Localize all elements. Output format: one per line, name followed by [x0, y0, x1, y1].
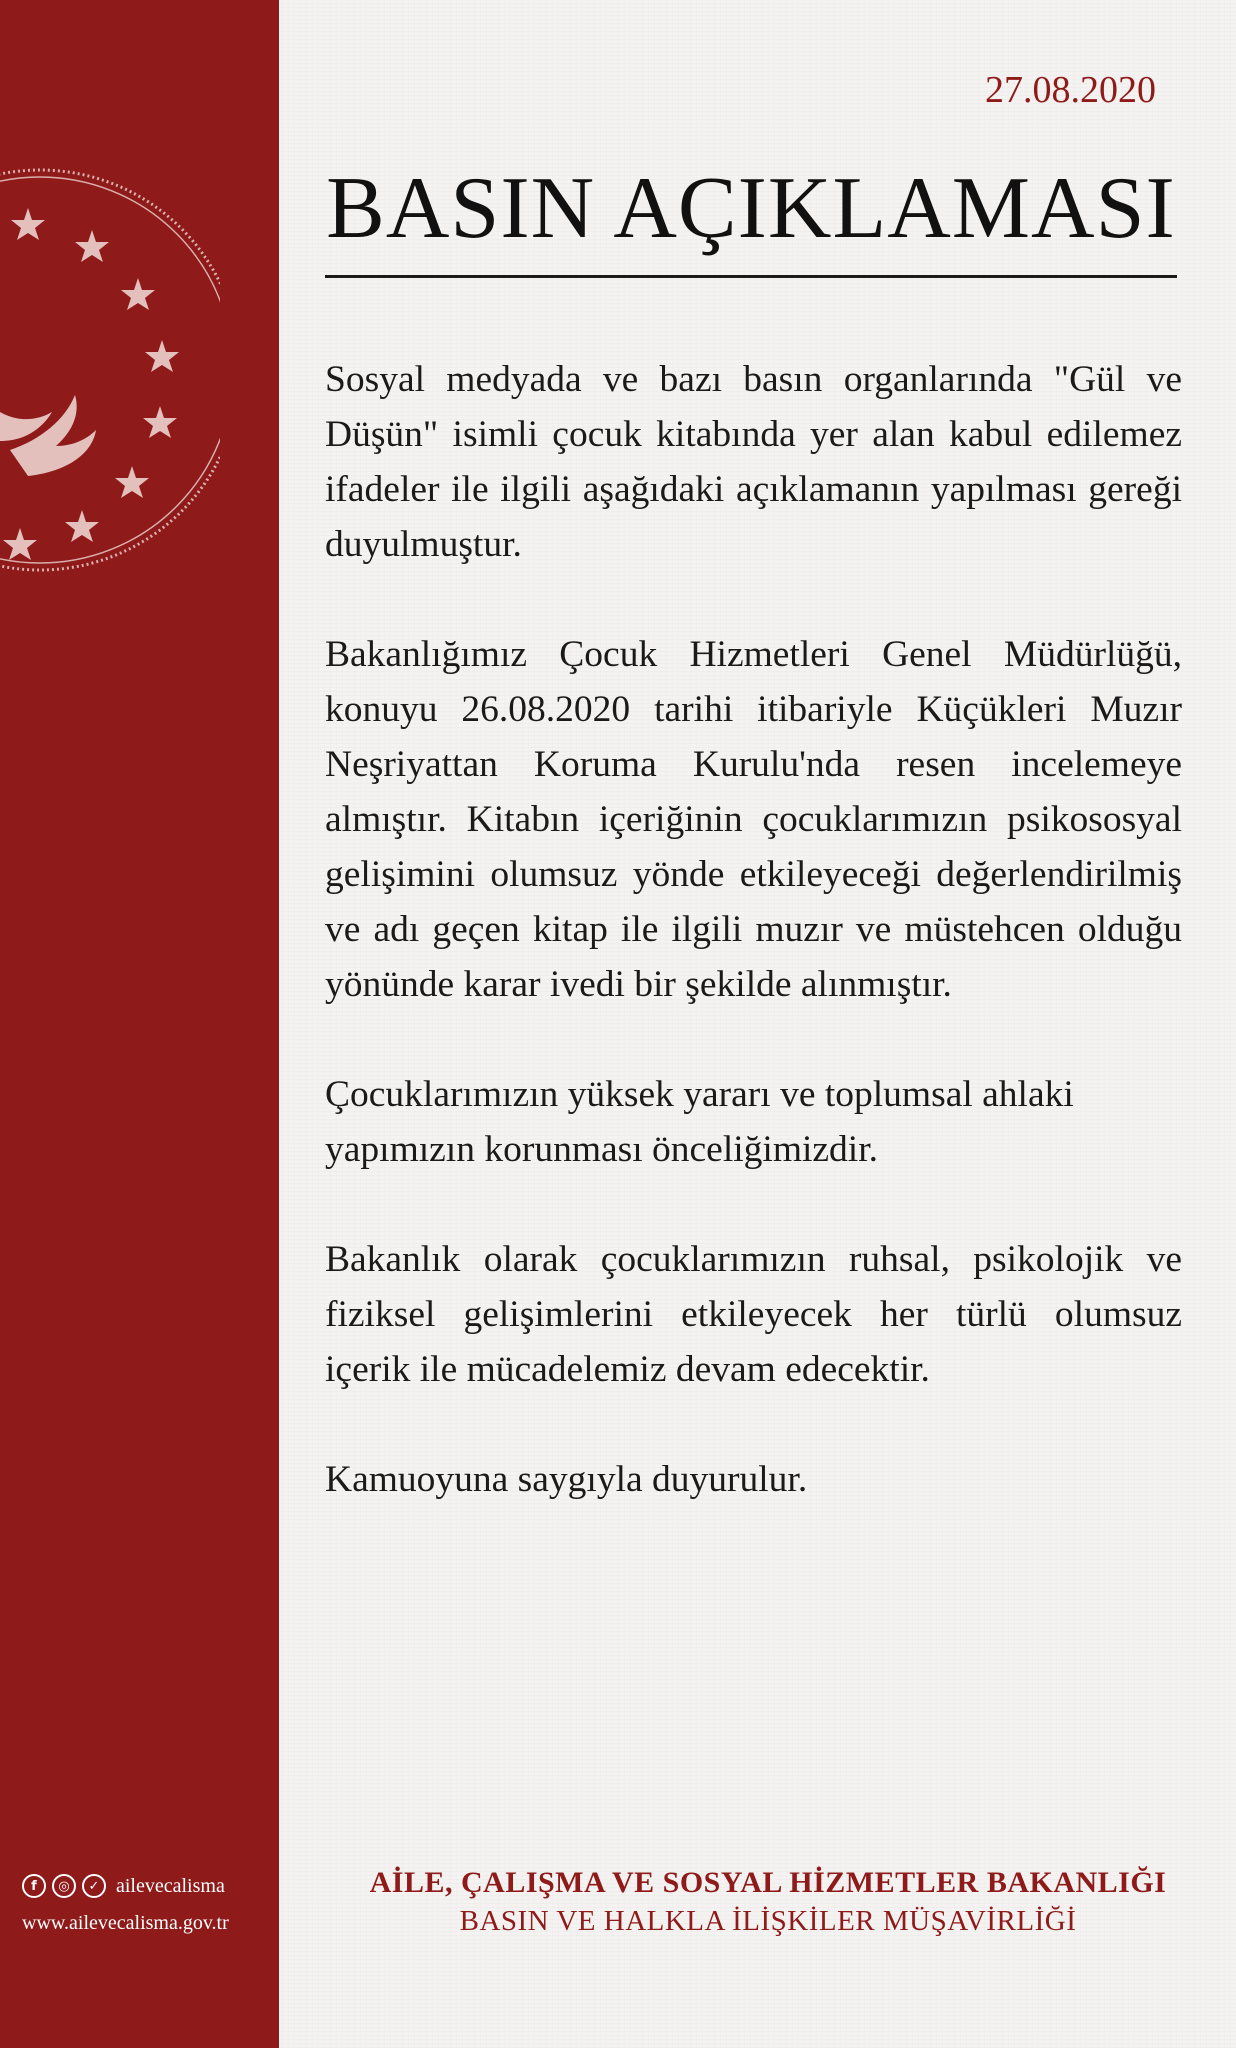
sidebar-band: [0, 0, 279, 2048]
paragraph-decision: Bakanlığımız Çocuk Hizmetleri Genel Müdürlüğü, konuyu 26.08.2020 tarihi itibariyle Küçükleri Muzır Neşriyattan Koruma Kurulu'nda resen incelemeye almıştır. Kitabın içeriğinin çocuklarımızın psikososyal gelişimini olumsuz yönde etkileyeceği değerlendirilmiş ve adı geçen kitap ile ilgili muzır ve müstehcen olduğu yönünde karar ivedi bir şekilde alınmıştır.: [325, 634, 1182, 1005]
social-links: [22, 1874, 225, 1898]
ministry-footer: [300, 1864, 1236, 1940]
title-divider: [325, 275, 1177, 278]
facebook-icon[interactable]: f: [22, 1874, 46, 1898]
ministry-name: AİLE, ÇALIŞMA VE SOSYAL HİZMETLER BAKANLIĞI: [369, 1866, 1167, 1899]
twitter-icon[interactable]: ✓: [82, 1874, 106, 1898]
paragraph-commitment: Bakanlık olarak çocuklarımızın ruhsal, psikolojik ve fiziksel gelişimlerini etkileyecek her türlü olumsuz içerik ile mücadelemiz devam edecektir.: [325, 1239, 1182, 1390]
ministry-emblem-icon: [0, 150, 220, 590]
paragraph-intro: Sosyal medyada ve bazı basın organlarında "Gül ve Düşün" isimli çocuk kitabında yer alan kabul edilemez ifadeler ile ilgili aşağıdaki açıklamanın yapılması gereği duyulmuştur.: [325, 359, 1182, 565]
department-name: BASIN VE HALKLA İLİŞKİLER MÜŞAVİRLİĞİ: [459, 1905, 1077, 1937]
release-date: 27.08.2020: [985, 69, 1156, 111]
statement-body: [325, 352, 1182, 1562]
social-handle[interactable]: ailevecalisma: [116, 1874, 225, 1897]
paragraph-closing: Kamuoyuna saygıyla duyurulur.: [325, 1459, 808, 1500]
website-link[interactable]: www.ailevecalisma.gov.tr: [22, 1912, 229, 1934]
paragraph-priority: Çocuklarımızın yüksek yararı ve toplumsal ahlaki yapımızın korunması önceliğimizdir.: [325, 1074, 1074, 1170]
page-title: BASIN AÇIKLAMASI: [326, 160, 1176, 257]
instagram-icon[interactable]: ◎: [52, 1874, 76, 1898]
